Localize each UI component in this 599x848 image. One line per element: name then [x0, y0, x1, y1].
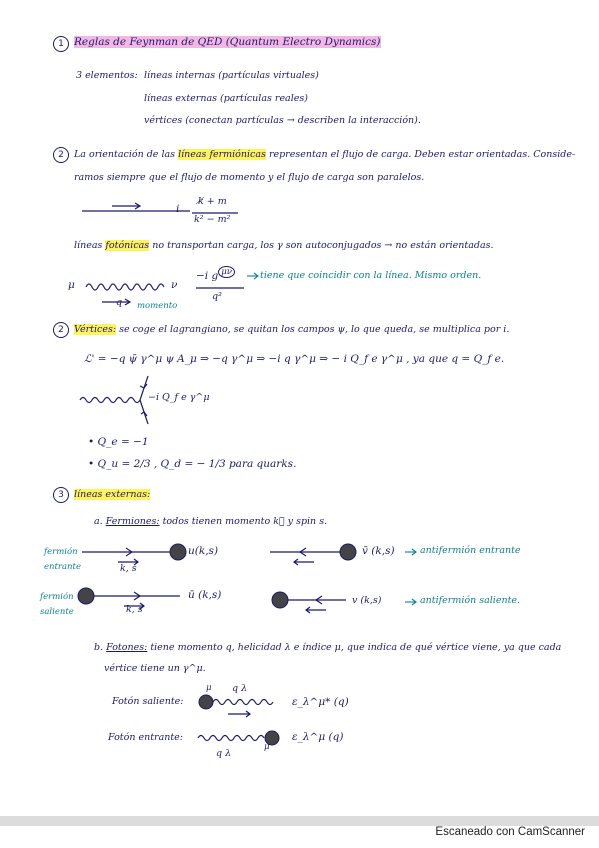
photon-numerator-indices: μν	[218, 266, 235, 278]
antifermion-in-diagram	[270, 540, 362, 566]
photon-propagator-numerator	[196, 267, 235, 282]
charge-quarks-text: Q_u = 2/3 , Q_d = − 1/3 para quarks.	[97, 458, 297, 470]
external-lines-title: líneas externas:	[74, 489, 151, 500]
scanner-bottom-band	[0, 816, 599, 826]
fermion-out-spinor: ū (k,s)	[188, 589, 222, 601]
photon-out-q-lambda: q λ	[232, 683, 248, 694]
fermion-propagator-numerator: k̸ + m	[198, 196, 227, 207]
charge-electron-text: Q_e = −1	[97, 436, 149, 448]
photon-in-q-lambda: q λ	[216, 748, 232, 759]
fermion-propagator-i: i	[176, 203, 180, 215]
fermion-in-spinor: u(k,s)	[188, 545, 219, 557]
photon-momentum-q: q	[116, 297, 123, 308]
fermions-text: todos tienen momento k⃗ y spin s.	[162, 516, 328, 527]
photon-propagator-denominator: q²	[212, 291, 222, 302]
photon-in-polarization: ε_λ^μ (q)	[292, 731, 344, 743]
fermion-in-note: fermión entrante	[44, 547, 81, 572]
antifermion-out-note: antifermión saliente.	[420, 595, 521, 606]
photon-order-note: tiene que coincidir con la línea. Mismo orden.	[260, 270, 482, 281]
vertices-sentence	[74, 324, 509, 335]
fermion-out-note: fermión saliente	[40, 592, 74, 617]
photon-text-b: no transportan carga, los γ son autoconjugados → no están orientadas.	[152, 240, 494, 251]
fermion-in-ks: k, s	[120, 563, 137, 574]
item-external-lines: líneas externas (partículas reales)	[144, 93, 308, 104]
fermions-label: a.	[94, 516, 103, 527]
item-vertices: vértices (conectan partículas → describen la interacción).	[144, 115, 421, 126]
antifermion-out-diagram	[270, 588, 350, 614]
section-number-2: 2	[53, 147, 69, 163]
photon-propagator-wavy	[86, 281, 168, 293]
antifermion-in-spinor: v̄ (k,s)	[362, 545, 395, 557]
photons-line-2: vértice tiene un γ^μ.	[104, 663, 206, 674]
photon-lines-sentence	[74, 240, 494, 251]
fermion-out-ks: k, s	[126, 604, 143, 615]
fermions-line	[94, 516, 327, 527]
photon-out-label: Fotón saliente:	[112, 696, 184, 707]
photon-momentum-note: momento	[137, 301, 178, 311]
teal-arrow-3	[404, 598, 418, 606]
photon-in-mu: μ	[264, 742, 270, 752]
teal-arrow-1	[246, 272, 260, 280]
photons-label: b.	[94, 642, 104, 653]
charge-electron: • Q_e = −1	[88, 436, 149, 448]
section-number-1: 1	[53, 36, 69, 52]
orientation-text-b: representan el flujo de carga. Deben estar orientadas. Conside-	[268, 149, 576, 160]
photon-index-mu: μ	[68, 279, 75, 291]
orientation-text-a: La orientación de las	[74, 149, 176, 160]
photonic-highlight: fotónicas	[105, 240, 150, 251]
photon-out-diagram	[198, 692, 282, 720]
teal-arrow-2	[404, 548, 418, 556]
fermion-propagator-denominator: k² − m²	[194, 214, 231, 225]
vertex-factor: −i Q_f e γ^μ	[148, 392, 210, 403]
vertex-diagram	[80, 372, 152, 432]
photon-out-polarization: ε_λ^μ* (q)	[292, 696, 349, 708]
scanner-watermark: Escaneado con CamScanner	[435, 826, 585, 838]
photon-numerator-text: −i g	[196, 270, 219, 282]
vertices-highlight: Vértices:	[74, 324, 117, 335]
photon-in-label: Fotón entrante:	[108, 732, 183, 743]
antifermion-in-note: antifermión entrante	[420, 545, 521, 556]
photon-index-nu: ν	[171, 279, 178, 291]
antifermion-out-spinor: v (k,s)	[352, 595, 382, 606]
photons-title: Fotones:	[106, 642, 148, 653]
photon-text-a: líneas	[74, 240, 103, 251]
orientation-line-1	[74, 149, 575, 160]
section-1-intro: 3 elementos:	[76, 70, 138, 81]
orientation-line-2: ramos siempre que el flujo de momento y el flujo de carga son paralelos.	[74, 172, 425, 183]
photons-text-1: tiene momento q, helicidad λ e índice μ, que indica de qué vértice viene, ya que cada	[150, 642, 562, 653]
fermion-in-diagram	[82, 540, 192, 566]
photon-out-mu: μ	[206, 683, 212, 693]
item-internal-lines: líneas internas (partículas virtuales)	[144, 70, 319, 81]
fermionic-lines-highlight: líneas fermiónicas	[178, 149, 266, 160]
lagrangian-line: ℒ' = −q ψ̄ γ^μ ψ A_μ ⇒ −q γ^μ ⇒ −i q γ^μ ⇒ − i Q_f e γ^μ , ya que q = Q_f e.	[84, 353, 505, 365]
charge-quarks: • Q_u = 2/3 , Q_d = − 1/3 para quarks.	[88, 458, 297, 470]
photon-fraction-bar	[196, 286, 246, 290]
photons-line-1	[94, 642, 561, 653]
section-number-vertices: 2	[53, 322, 69, 338]
section-number-external: 3	[53, 487, 69, 503]
section-1-title: Reglas de Feynman de QED (Quantum Electro Dynamics)	[74, 36, 381, 48]
vertices-text: se coge el lagrangiano, se quitan los campos ψ, lo que queda, se multiplica por i.	[119, 324, 510, 335]
fermions-title: Fermiones:	[105, 516, 160, 527]
